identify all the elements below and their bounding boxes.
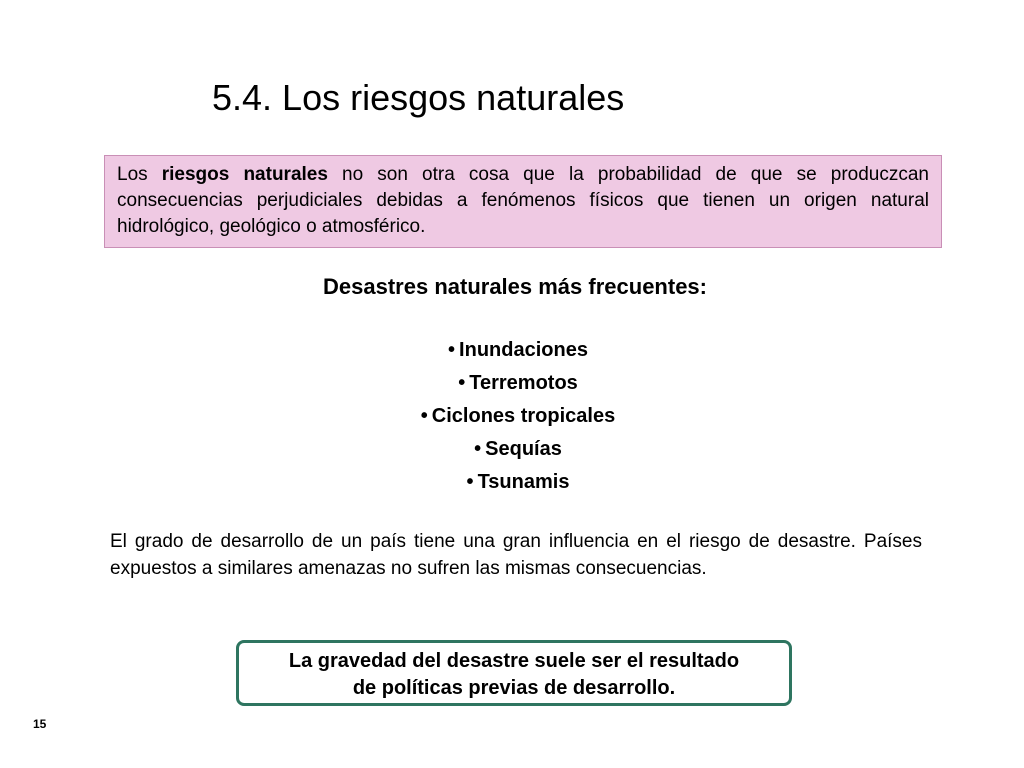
definition-keyword: riesgos naturales (161, 164, 328, 185)
bullet-icon: • (448, 339, 456, 361)
definition-text-end: no son otra cosa que la probabilidad de que se produczcan consecuencias perjudiciales debidas a fenómenos físicos que tienen un origen natural hidrológico, geológico o atmosférico. (117, 164, 929, 237)
development-paragraph: El grado de desarrollo de un país tiene una gran influencia en el riesgo de desastre. Países expuestos a similares amenazas no sufren las mismas consecuencias. (110, 531, 922, 579)
conclusion-line-1: La gravedad del desastre suele ser el resultado (288, 650, 740, 672)
slide-title: 5.4. Los riesgos naturales (212, 77, 625, 118)
list-item-tsunamis (0, 466, 1024, 499)
list-item-label: Inundaciones (459, 339, 588, 361)
page-number: 15 (33, 717, 47, 731)
bullet-icon: • (420, 405, 428, 427)
list-item-sequias (0, 433, 1024, 466)
bullet-icon: • (474, 438, 482, 460)
list-item-label: Sequías (485, 438, 562, 460)
definition-text-start: Los (117, 164, 162, 185)
list-item-label: Terremotos (469, 372, 578, 394)
list-item-ciclones (0, 400, 1024, 433)
definition-box (104, 155, 942, 248)
disasters-subtitle: Desastres naturales más frecuentes: (323, 274, 707, 299)
conclusion-box (236, 640, 792, 706)
list-item-inundaciones (0, 334, 1024, 367)
list-item-label: Ciclones tropicales (431, 405, 616, 427)
bullet-icon: • (466, 471, 474, 493)
disaster-list (0, 334, 1024, 499)
bullet-icon: • (458, 372, 466, 394)
list-item-terremotos (0, 367, 1024, 400)
list-item-label: Tsunamis (477, 471, 570, 493)
conclusion-line-2: de políticas previas de desarrollo. (352, 677, 676, 699)
